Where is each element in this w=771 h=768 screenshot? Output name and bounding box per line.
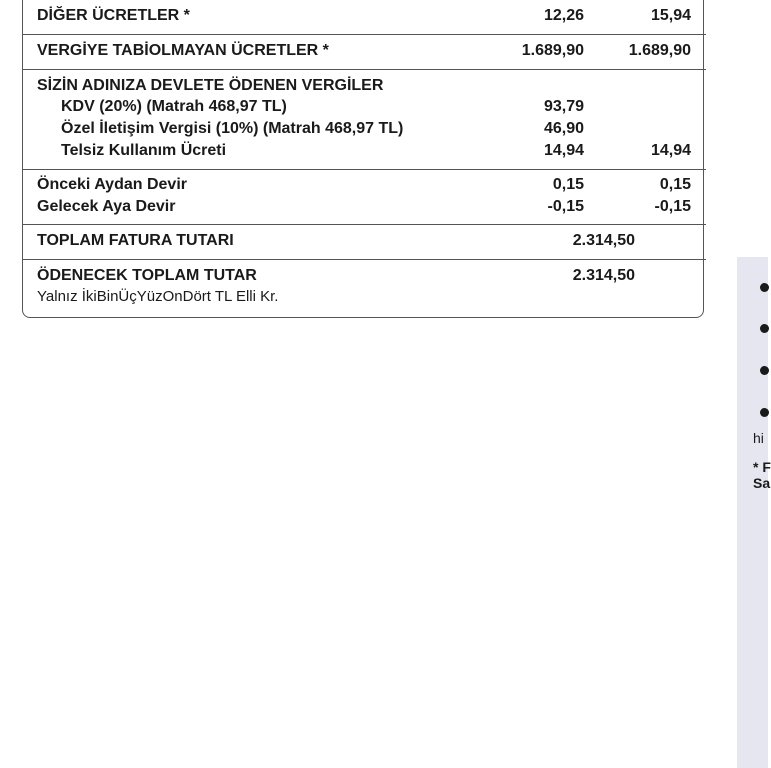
side-info-panel [737, 257, 771, 768]
amount-in-words: Yalnız İkiBinÜçYüzOnDört TL Elli Kr. [37, 288, 279, 305]
next-month-carry-label: Gelecek Aya Devir [37, 198, 176, 215]
taxes-header: SİZİN ADINIZA DEVLETE ÖDENEN VERGİLER [37, 77, 384, 94]
amount-payable-value: 2.314,50 [572, 267, 635, 284]
other-fees-label: DİĞER ÜCRETLER * [37, 7, 190, 24]
bullet-icon [760, 283, 769, 292]
non-taxable-fees-value-1: 1.689,90 [521, 42, 584, 59]
row-divider [22, 69, 706, 70]
vat-label: KDV (20%) (Matrah 468,97 TL) [61, 98, 287, 115]
wireless-fee-value-2: 14,94 [650, 142, 691, 159]
vat-value: 93,79 [543, 98, 584, 115]
amount-payable-label: ÖDENECEK TOPLAM TUTAR [37, 267, 257, 284]
total-invoice-label: TOPLAM FATURA TUTARI [37, 232, 234, 249]
previous-month-carry-value-2: 0,15 [659, 176, 691, 193]
previous-month-carry-value-1: 0,15 [552, 176, 584, 193]
other-fees-value-2: 15,94 [650, 7, 691, 24]
row-divider [22, 259, 706, 260]
row-divider [22, 224, 706, 225]
bullet-icon [760, 366, 769, 375]
total-invoice-value: 2.314,50 [572, 232, 635, 249]
non-taxable-fees-label: VERGİYE TABİOLMAYAN ÜCRETLER * [37, 42, 329, 59]
row-divider [22, 169, 706, 170]
wireless-fee-label: Telsiz Kullanım Ücreti [61, 142, 227, 159]
bullet-icon [760, 408, 769, 417]
side-note-fragment-2: Sa [753, 475, 771, 491]
communication-tax-value: 46,90 [543, 120, 584, 137]
non-taxable-fees-value-2: 1.689,90 [628, 42, 691, 59]
side-note-fragment: * F [753, 459, 771, 475]
bullet-icon [760, 324, 769, 333]
side-text-fragment: hi [753, 430, 764, 446]
previous-month-carry-label: Önceki Aydan Devir [37, 176, 187, 193]
next-month-carry-value-1: -0,15 [547, 198, 584, 215]
communication-tax-label: Özel İletişim Vergisi (10%) (Matrah 468,97 TL) [61, 120, 404, 137]
wireless-fee-value-1: 14,94 [543, 142, 584, 159]
next-month-carry-value-2: -0,15 [654, 198, 691, 215]
row-divider [22, 34, 706, 35]
other-fees-value-1: 12,26 [543, 7, 584, 24]
